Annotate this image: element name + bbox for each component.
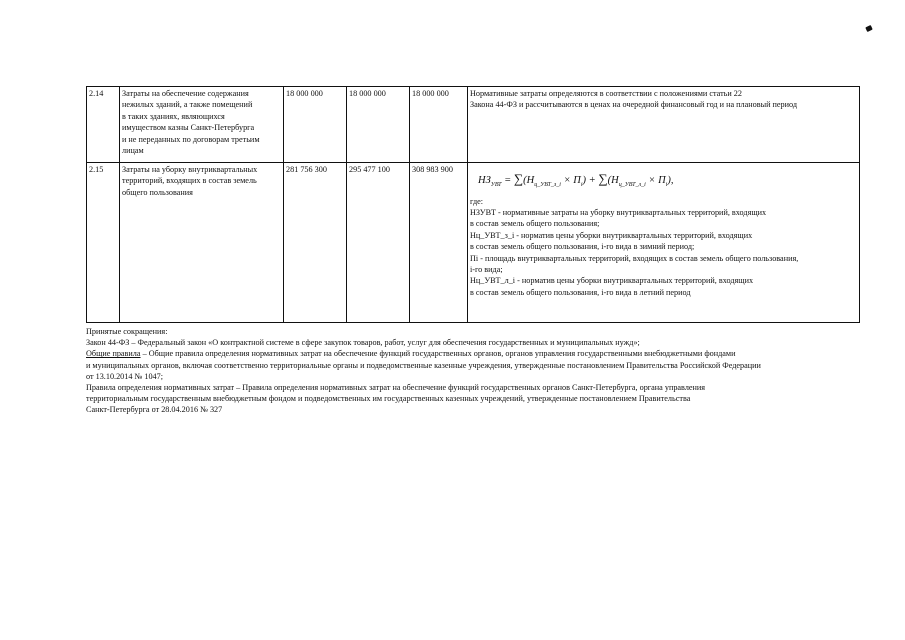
value-year-3: 308 983 900 [410,163,468,323]
cost-formula: $НЗ_{УВТ} = \sum(Н_{ц\_УВТ\_з\_i} \times П_i) + \sum(Н_{ц\_УВТ\_л\_i} \times П_i)$, [478,171,674,189]
row-number: 2.15 [87,163,120,323]
abbreviations-notes [86,326,861,416]
row-number: 2.14 [87,87,120,163]
calculation-description: Нормативные затраты определяются в соответствии с положениями статьи 22 Закона 44-ФЗ и рассчитываются в ценах на очередной финансовый год и на плановый период [468,87,860,163]
formula-term1-sub: ц_УВТ_з_i [534,182,561,189]
cost-name: Затраты на уборку внутриквартальных территорий, входящих в состав земель общего пользования [120,163,284,323]
note-general-term: Общие правила [86,349,141,359]
note-general-rules [86,348,861,382]
note-rules: Правила определения нормативных затрат – Правила определения нормативных затрат на обеспечение функций государственных органов Санкт-Петербурга, органа управления территориальным государственным внебюджетным фондом и подведомственных им государственных казенных учреждений, утвержденные постановлением Правительства Санкт-Петербурга от 28.04.2016 № 327 [86,383,706,415]
cost-table [86,86,860,323]
ink-mark [865,25,873,32]
calculation-description: где: НЗУВТ - нормативные затраты на уборку внутриквартальных территорий, входящих в состав земель общего пользования; Нц_УВТ_з_i - норматив цены уборки внутриквартальных территорий, входящих в состав земель общего пользования, i-го вида в зимний период; Пi - площадь внутриквартальных территорий, входящих в состав земель общего пользования, i-го вида; Нц_УВТ_л_i - норматив цены уборки внутриквартальных территорий, входящих в состав земель общего пользования, i-го вида в летний период [470,196,799,297]
note-law: Закон 44-ФЗ – Федеральный закон «О контрактной системе в сфере закупок товаров, работ, услуг для обеспечения государственных и муниципальных нужд»; [86,338,640,348]
value-year-3: 18 000 000 [410,87,468,163]
formula-lhs-sub: УВТ [490,182,502,189]
table-row [87,163,860,323]
value-year-1: 281 756 300 [284,163,347,323]
value-year-1: 18 000 000 [284,87,347,163]
notes-heading: Принятые сокращения: [86,327,168,336]
calculation-cell [468,163,860,323]
table-row [87,87,860,163]
cost-name: Затраты на обеспечение содержания нежилых зданий, а также помещений в таких зданиях, являющихся имуществом казны Санкт-Петербурга и не переданных по договорам третьим лицам [120,87,284,163]
value-year-2: 18 000 000 [347,87,410,163]
formula-term2-sub: ц_УВТ_л_i [618,182,646,189]
formula-lhs: НЗ [478,175,491,186]
value-year-2: 295 477 100 [347,163,410,323]
note-general-rest: – Общие правила определения нормативных затрат на обеспечение функций государственных органов, органов управления государственными внебюджетными фондами и муниципальных органов, включая соответственно территориальные органы и подведомственные казенные учреждения, утвержденные постановлением Правительства Российской Федерации от 13.10.2014 № 1047; [86,349,761,381]
